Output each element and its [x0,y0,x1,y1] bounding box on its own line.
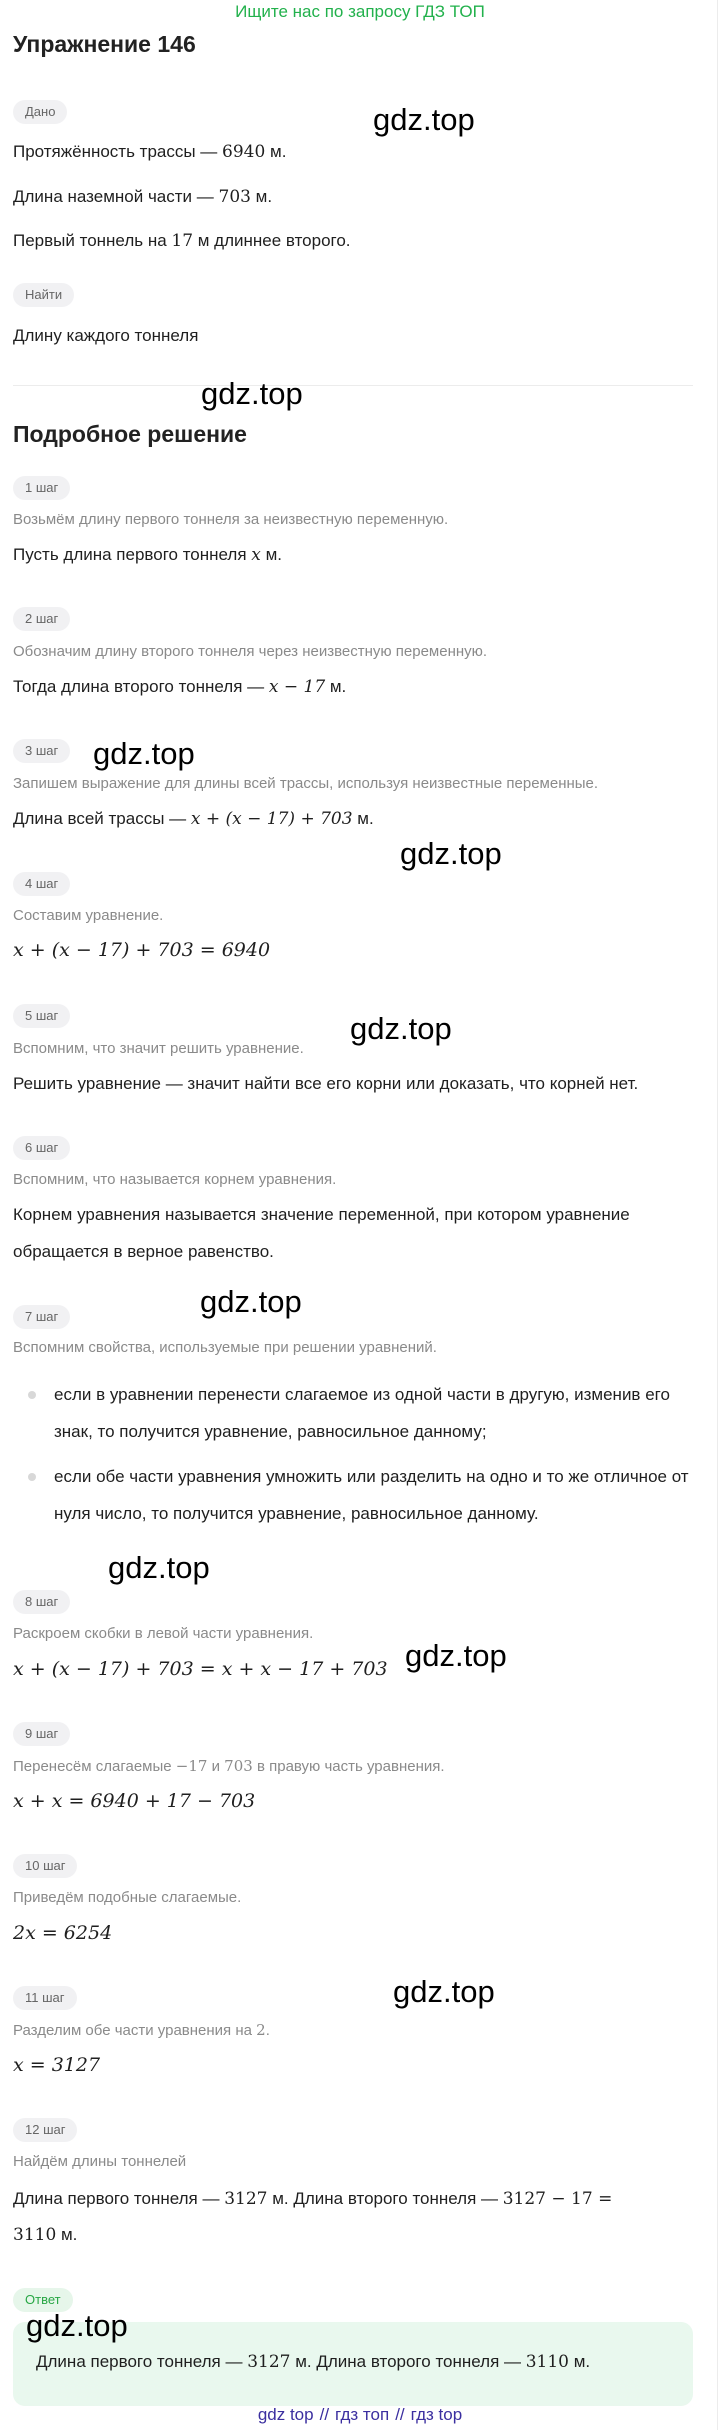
given-line-2: Длина наземной части — 703 м. [13,187,273,207]
step-7-bullet-2: если обе части уравнения умножить или разделить на одно и то же отличное от нуля число, то получится уравнение, равносильное данному. [54,1467,689,1523]
step-12-line-1: Длина первого тоннеля — 3127 м. Длина второго тоннеля — 3127 − 17 = [13,2189,613,2209]
footer-separator: // [395,2405,405,2424]
step-12-hint: Найдём длины тоннелей [13,2153,187,2170]
watermark: gdz.top [201,376,303,411]
step-2-text: Тогда длина второго тоннеля — x − 17 м. [13,677,347,697]
right-rule [717,0,718,2430]
divider [13,385,693,386]
step-1-chip: 1 шаг [13,476,70,500]
watermark: gdz.top [93,736,195,771]
answer-chip: Ответ [13,2288,73,2312]
step-10-equation: 2x = 6254 [13,1922,113,1944]
watermark: gdz.top [26,2308,128,2343]
answer-text: Длина первого тоннеля — 3127 м. Длина второго тоннеля — 3110 м. [36,2352,591,2372]
watermark: gdz.top [400,836,502,871]
step-10-hint: Приведём подобные слагаемые. [13,1889,242,1906]
given-chip: Дано [13,100,67,124]
step-3-hint: Запишем выражение для длины всей трассы, используя неизвестные переменные. [13,775,599,792]
watermark: gdz.top [200,1284,302,1319]
page-title: Упражнение 146 [13,31,196,57]
step-2-hint: Обозначим длину второго тоннеля через неизвестную переменную. [13,643,488,660]
footer-link-gdz-top-mixed[interactable]: гдз top [410,2405,463,2424]
bullet-dot [28,1391,36,1399]
step-2-chip: 2 шаг [13,607,70,631]
step-11-equation: x = 3127 [13,2054,101,2076]
step-4-equation: x + (x − 17) + 703 = 6940 [13,939,271,961]
step-8-equation: x + (x − 17) + 703 = x + x − 17 + 703 [13,1658,388,1680]
footer-link-gdz-top[interactable]: gdz top [257,2405,314,2424]
watermark: gdz.top [373,102,475,137]
step-3-chip: 3 шаг [13,739,70,763]
watermark: gdz.top [405,1638,507,1673]
watermark: gdz.top [350,1011,452,1046]
step-10-chip: 10 шаг [13,1854,77,1878]
step-5-hint: Вспомним, что значит решить уравнение. [13,1040,304,1057]
step-1-hint: Возьмём длину первого тоннеля за неизвестную переменную. [13,511,449,528]
step-7-bullet-1: если в уравнении перенести слагаемое из одной части в другую, изменив его знак, то получится уравнение, равносильное данному; [54,1385,670,1441]
find-text: Длину каждого тоннеля [13,326,199,345]
given-line-3: Первый тоннель на 17 м длиннее второго. [13,231,351,251]
footer-links [0,2405,720,2425]
find-chip: Найти [13,283,74,307]
step-9-hint: Перенесём слагаемые −17 и 703 в правую часть уравнения. [13,1757,445,1775]
step-4-chip: 4 шаг [13,872,70,896]
top-banner[interactable]: Ищите нас по запросу ГДЗ ТОП [235,2,485,21]
step-9-equation: x + x = 6940 + 17 − 703 [13,1790,256,1812]
step-12-line-2: 3110 м. [13,2225,78,2245]
step-6-chip: 6 шаг [13,1136,70,1160]
step-7-chip: 7 шаг [13,1305,70,1329]
step-5-text: Решить уравнение — значит найти все его корни или доказать, что корней нет. [13,1074,639,1093]
step-8-hint: Раскроем скобки в левой части уравнения. [13,1625,314,1642]
step-1-text: Пусть длина первого тоннеля x м. [13,545,283,565]
watermark: gdz.top [108,1550,210,1585]
step-8-chip: 8 шаг [13,1590,70,1614]
step-4-hint: Составим уравнение. [13,907,164,924]
step-12-chip: 12 шаг [13,2118,77,2142]
step-5-chip: 5 шаг [13,1004,70,1028]
step-11-hint: Разделим обе части уравнения на 2. [13,2021,270,2039]
step-9-chip: 9 шаг [13,1722,70,1746]
step-3-text: Длина всей трассы — x + (x − 17) + 703 м. [13,809,374,829]
footer-link-gdz-top-ru[interactable]: гдз топ [335,2405,390,2424]
solution-title: Подробное решение [13,421,247,447]
step-6-hint: Вспомним, что называется корнем уравнения. [13,1171,337,1188]
watermark: gdz.top [393,1974,495,2009]
bullet-dot [28,1473,36,1481]
step-6-text: Корнем уравнения называется значение переменной, при котором уравнение обращается в верное равенство. [13,1205,630,1261]
step-11-chip: 11 шаг [13,1986,77,2010]
step-7-hint: Вспомним свойства, используемые при решении уравнений. [13,1339,437,1356]
given-line-1: Протяжённость трассы — 6940 м. [13,142,287,162]
footer-separator: // [319,2405,330,2424]
